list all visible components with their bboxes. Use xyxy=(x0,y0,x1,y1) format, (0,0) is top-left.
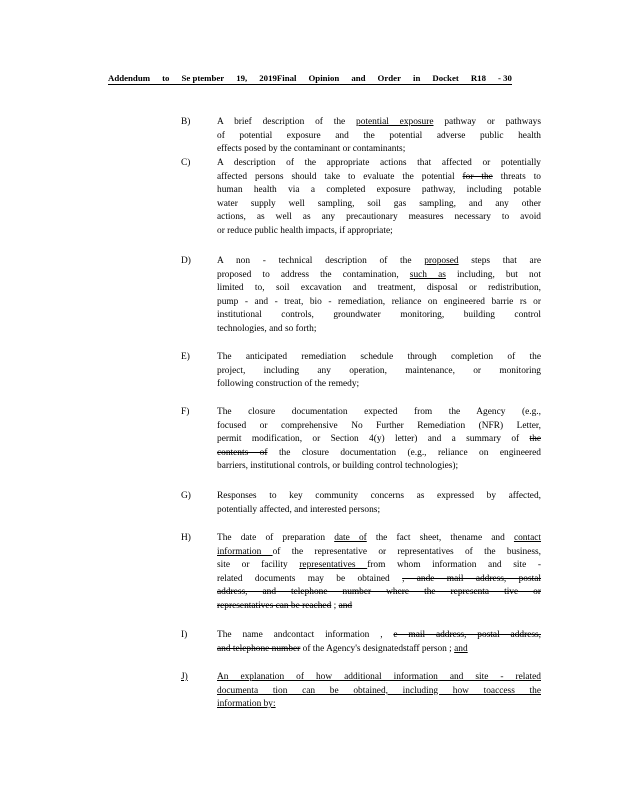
text-line xyxy=(217,116,541,130)
text-run: barriers, institutional controls, or building control technologies); xyxy=(217,461,459,472)
item-text xyxy=(217,490,541,517)
text-run: affected persons should take to evaluate the potential xyxy=(217,171,463,182)
text-line xyxy=(217,629,541,643)
text-line xyxy=(217,184,541,198)
text-run: of the representative or representatives of the business, xyxy=(272,546,542,557)
text-line xyxy=(217,309,541,323)
text-line xyxy=(217,406,541,420)
header-word: in xyxy=(413,73,421,83)
text-run: human health via a completed exposure pathway, including potable xyxy=(217,185,541,196)
inserted-text: information xyxy=(217,546,273,557)
text-run: technologies, and so forth; xyxy=(217,323,317,334)
text-line xyxy=(217,698,541,712)
item-text xyxy=(217,116,541,157)
text-run: of potential exposure and the potential adverse public health xyxy=(217,130,541,141)
text-run: of the Agency's designatedstaff person ; xyxy=(300,643,455,654)
text-line xyxy=(217,269,541,283)
deleted-text: address, and telephone number where the representa tive or xyxy=(217,587,541,598)
text-line xyxy=(217,255,541,269)
text-run: from whom information and site - xyxy=(367,560,541,571)
inserted-text: such as xyxy=(409,269,446,280)
text-line xyxy=(217,447,541,461)
inserted-text: documenta tion can be obtained, including how toaccess the xyxy=(217,685,541,696)
header-word: 19, xyxy=(236,73,248,83)
text-run: ; xyxy=(331,600,339,611)
text-run: steps that are xyxy=(458,256,541,266)
item-text xyxy=(217,532,541,614)
header-word: Order xyxy=(377,73,401,83)
header-word: to xyxy=(162,73,170,83)
text-line xyxy=(217,225,541,239)
deleted-text: representatives can be reached xyxy=(217,600,332,611)
text-line xyxy=(217,685,541,699)
header-word: Se ptember xyxy=(181,73,225,83)
item-label: C) xyxy=(181,158,191,168)
item-label: D) xyxy=(181,256,191,266)
text-line xyxy=(217,198,541,212)
text-run: site or facility xyxy=(217,560,300,571)
text-line xyxy=(217,420,541,434)
text-run: A non - technical description of the xyxy=(217,256,425,266)
deleted-text: and xyxy=(338,600,353,611)
inserted-text: representatives xyxy=(299,560,368,571)
header-word: Docket xyxy=(432,73,459,83)
text-line xyxy=(217,171,541,185)
text-run: The closure documentation expected from the Agency (e.g., xyxy=(217,407,541,417)
text-line xyxy=(217,490,541,504)
text-run: pump - and - treat, bio - remediation, reliance on engineered barrie rs or xyxy=(217,296,541,307)
text-line xyxy=(217,143,541,157)
text-line xyxy=(217,559,541,573)
text-run: pathway or pathways xyxy=(433,117,541,127)
item-text xyxy=(217,255,541,337)
text-run: the closure documentation (e.g., reliance on engineered xyxy=(267,447,541,458)
text-line xyxy=(217,600,541,614)
inserted-text: proposed xyxy=(424,256,459,266)
text-line xyxy=(217,546,541,560)
item-text xyxy=(217,406,541,474)
item-text xyxy=(217,671,541,712)
text-line xyxy=(217,378,541,392)
text-run: potentially affected, and interested persons; xyxy=(217,504,381,515)
header-word: Addendum xyxy=(108,73,151,83)
item-label: E) xyxy=(181,352,190,362)
text-run: focused or comprehensive No Further Remediation (NFR) Letter, xyxy=(217,420,541,431)
deleted-text: , ande mail address, postal xyxy=(402,573,542,584)
deleted-text: e mail address, postal address, xyxy=(393,630,541,640)
text-run: effects posed by the contaminant or contaminants; xyxy=(217,144,406,155)
text-run: following construction of the remedy; xyxy=(217,379,360,390)
text-line xyxy=(217,504,541,518)
text-run: the fact sheet, thename and xyxy=(366,533,514,543)
text-line xyxy=(217,643,541,657)
item-label: J) xyxy=(181,672,188,682)
item-label: I) xyxy=(181,630,188,640)
text-run: A brief description of the xyxy=(217,117,357,127)
item-text xyxy=(217,629,541,656)
text-run: limited to, soil excavation and treatment, disposal or redistribution, xyxy=(217,283,541,294)
text-run: actions, as well as any precautionary measures necessary to avoid xyxy=(217,212,541,223)
text-line xyxy=(217,573,541,587)
item-label: H) xyxy=(181,533,191,543)
text-line xyxy=(217,296,541,310)
text-run: The anticipated remediation schedule through completion of the xyxy=(217,352,541,362)
item-label: B) xyxy=(181,117,191,127)
text-line xyxy=(217,351,541,365)
text-run: or reduce public health impacts, if appropriate; xyxy=(217,225,393,236)
item-text xyxy=(217,157,541,239)
text-line xyxy=(217,365,541,379)
page-header xyxy=(108,70,512,85)
text-run: The name andcontact information , xyxy=(217,630,394,640)
text-run: related documents may be obtained xyxy=(217,573,403,584)
inserted-text: and xyxy=(454,643,468,654)
header-word: - 30 xyxy=(498,73,512,83)
text-run: proposed to address the contamination, xyxy=(217,269,410,280)
text-run: The date of preparation xyxy=(217,533,335,543)
text-run: institutional controls, groundwater monitoring, building control xyxy=(217,310,541,321)
inserted-text: date of xyxy=(334,533,367,543)
text-run: A description of the appropriate actions that affected or potentially xyxy=(217,158,541,168)
text-run: project, including any operation, maintenance, or monitoring xyxy=(217,365,541,376)
text-run: permit modification, or Section 4(y) letter) and a summary of xyxy=(217,434,530,445)
text-line xyxy=(217,157,541,171)
text-line xyxy=(217,433,541,447)
text-line xyxy=(217,460,541,474)
item-label: G) xyxy=(181,491,191,501)
deleted-text: contents of xyxy=(217,447,268,458)
text-line xyxy=(217,211,541,225)
header-word: Opinion xyxy=(308,73,340,83)
inserted-text: potential exposure xyxy=(356,117,434,127)
inserted-text: An explanation of how additional information and site - related xyxy=(217,672,541,682)
inserted-text: information by: xyxy=(217,699,276,710)
text-run: threats to xyxy=(492,171,541,182)
text-run: water supply well sampling, soil gas sampling, and any other xyxy=(217,198,541,209)
inserted-text: contact xyxy=(513,533,542,543)
text-line xyxy=(217,586,541,600)
deleted-text: the xyxy=(529,434,541,445)
text-line xyxy=(217,532,541,546)
header-word: 2019Final xyxy=(259,73,297,83)
text-run: Responses to key community concerns as expressed by affected, xyxy=(217,491,541,501)
text-run: including, but not xyxy=(445,269,541,280)
item-text xyxy=(217,351,541,392)
header-word: and xyxy=(351,73,366,83)
header-word: R18 xyxy=(470,73,486,83)
deleted-text: and telephone number xyxy=(217,643,301,654)
text-line xyxy=(217,323,541,337)
text-line xyxy=(217,671,541,685)
deleted-text: for the xyxy=(462,171,493,182)
text-line xyxy=(217,282,541,296)
text-line xyxy=(217,130,541,144)
item-label: F) xyxy=(181,407,190,417)
